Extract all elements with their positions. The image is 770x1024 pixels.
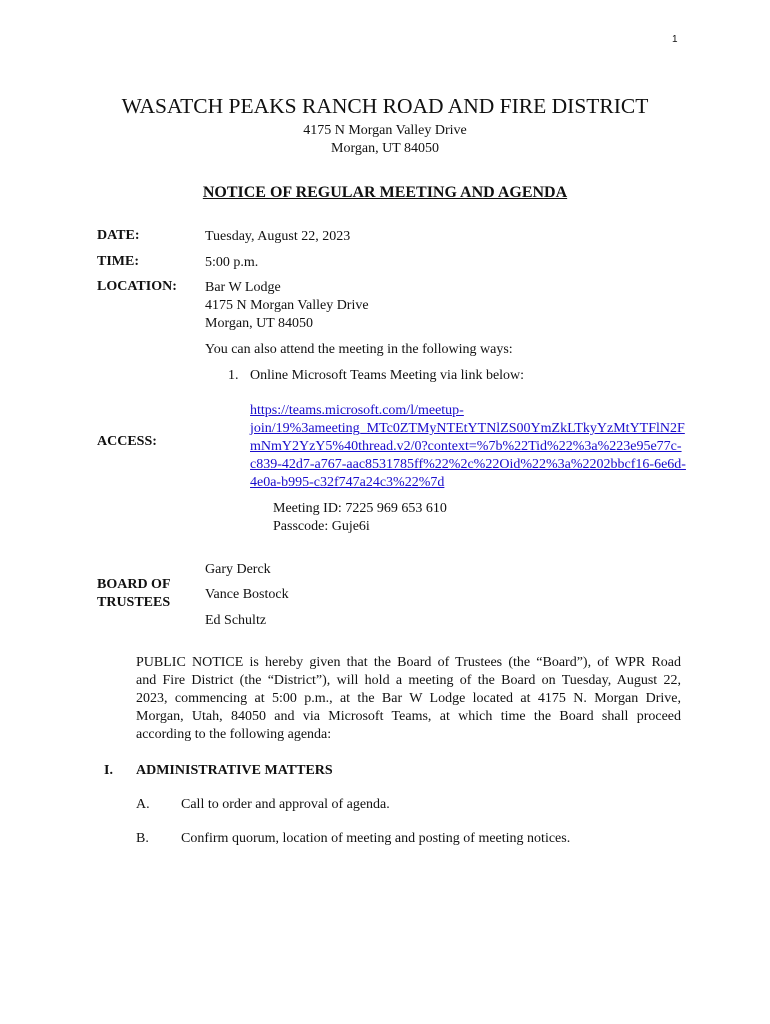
- link-line: c839-42d7-a767-aac8531785ff%22%2c%22Oid%22%3a%2202bbcf16-6e6d-: [250, 457, 686, 472]
- notice-title: [0, 184, 770, 202]
- link-line: mNmY2YzY5%40thread.v2/0?context=%7b%22Tid%22%3a%223e95e77c-: [250, 439, 682, 454]
- agenda-item-letter: B.: [136, 831, 149, 846]
- agenda-item-letter: A.: [136, 797, 150, 812]
- attend-text: You can also attend the meeting in the following ways:: [205, 342, 513, 357]
- location-line: 4175 N Morgan Valley Drive: [205, 298, 369, 313]
- location-line: Bar W Lodge: [205, 280, 281, 295]
- board-label-line-1: BOARD OF: [97, 577, 171, 592]
- trustee-name: Vance Bostock: [205, 587, 289, 602]
- section-number: I.: [104, 763, 113, 778]
- trustee-name: Ed Schultz: [205, 613, 267, 628]
- public-notice-paragraph: [136, 654, 681, 744]
- time-label: TIME:: [97, 254, 139, 269]
- link-line: 4e0a-b995-c32f747a24c3%22%7d: [250, 475, 445, 490]
- location-label: LOCATION:: [97, 279, 177, 294]
- date-value: Tuesday, August 22, 2023: [205, 229, 351, 244]
- location-value: [205, 279, 369, 333]
- meeting-id: Meeting ID: 7225 969 653 610: [273, 501, 447, 516]
- header-address-line-2: Morgan, UT 84050: [331, 141, 439, 156]
- paragraph-line: according to the following agenda:: [136, 727, 332, 742]
- option-text: Online Microsoft Teams Meeting via link below:: [250, 368, 525, 383]
- access-label: ACCESS:: [97, 434, 157, 449]
- agenda-item-text: Call to order and approval of agenda.: [181, 797, 390, 812]
- header-address-line-1: 4175 N Morgan Valley Drive: [303, 123, 467, 138]
- document-title: WASATCH PEAKS RANCH ROAD AND FIRE DISTRICT: [121, 94, 649, 118]
- agenda-item-text: Confirm quorum, location of meeting and posting of meeting notices.: [181, 831, 571, 846]
- location-line: Morgan, UT 84050: [205, 316, 313, 331]
- trustee-name: Gary Derck: [205, 562, 271, 577]
- teams-meeting-link[interactable]: [250, 402, 740, 492]
- link-line: https://teams.microsoft.com/l/meetup-: [250, 403, 464, 418]
- option-number: 1.: [228, 368, 239, 383]
- paragraph-line: PUBLIC NOTICE is hereby given that the Board of Trustees (the “Board”), of WPR Road: [136, 655, 681, 670]
- board-label-line-2: TRUSTEES: [97, 595, 171, 610]
- date-label: DATE:: [97, 228, 140, 243]
- link-line: join/19%3ameeting_MTc0ZTMyNTEtYTNlZS00YmZkLTkyYzMtYTFlN2F: [250, 421, 685, 436]
- paragraph-line: 2023, commencing at 5:00 p.m., at the Bar W Lodge located at 4175 N. Morgan Drive,: [136, 691, 681, 706]
- paragraph-line: Morgan, Utah, 84050 and via Microsoft Teams, at which time the Board shall proceed: [136, 709, 681, 724]
- notice-title-text: NOTICE OF REGULAR MEETING AND AGENDA: [202, 184, 568, 201]
- time-value: 5:00 p.m.: [205, 255, 259, 270]
- paragraph-line: and Fire District (the “District”), will hold a meeting of the Board on Tuesday, August 22,: [136, 673, 681, 688]
- page-number: 1: [672, 34, 678, 45]
- passcode: Passcode: Guje6i: [273, 519, 370, 534]
- section-title: ADMINISTRATIVE MATTERS: [136, 763, 333, 778]
